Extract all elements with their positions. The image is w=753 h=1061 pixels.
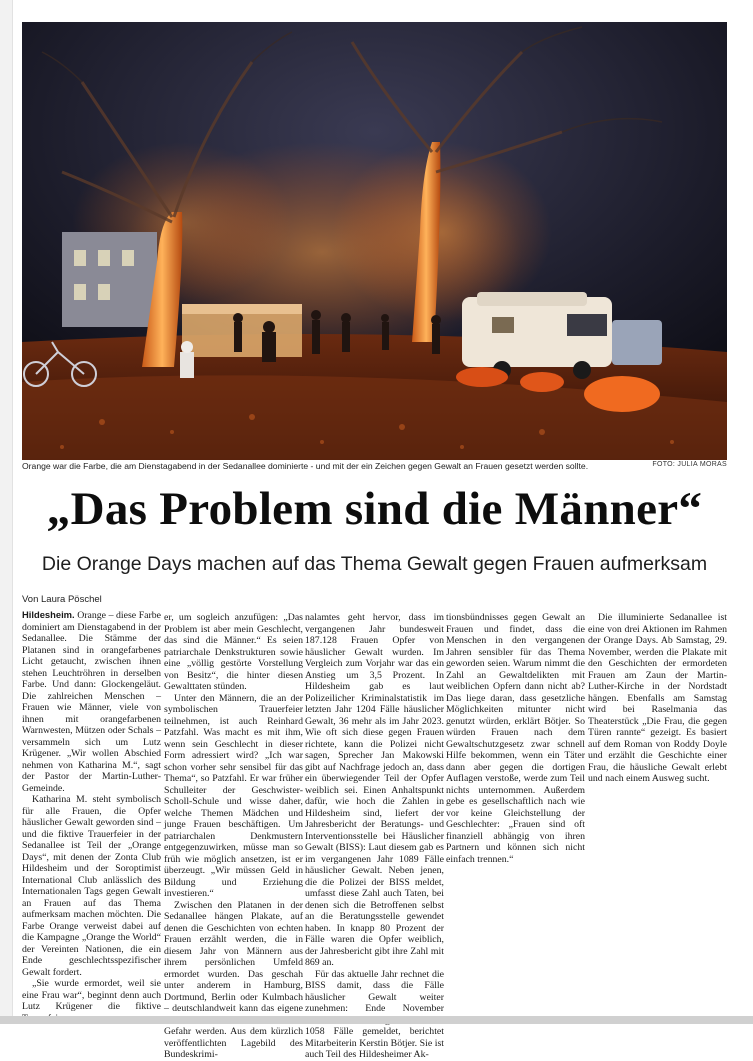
night-scene-illustration bbox=[22, 22, 727, 460]
paragraph: Zwischen den Platanen in der Sedanallee hängen Plakate, auf denen die Geschichten von echten Frauen erzählt werden, die in diesem Jahr von Männern aus ihrem persönlichen Umfeld ermordet wurden. Das geschah unter anderem in Hamburg, Dortmund, Berlin oder Kulmbach – deutschlandweit kann das eigene Gefahr werden. Aus dem kürzlich veröffentlichten Lagebild des Bundeskrimi- bbox=[164, 899, 303, 1060]
paragraph: Für das aktuelle Jahr rechnet die BISS damit, dass die Fälle häuslicher Gewalt weiter zunehmen: Ende November 1058 Fälle gemeldet, berichtet Mitarbeiterin Kerstin Bötjer. Sie ist auch Teil des Hildesheimer Ak- bbox=[305, 968, 444, 1060]
paragraph: tionsbündnisses gegen Gewalt an Frauen und findet, dass die Menschen in den vergangenen Jahren sensibler für das Thema geworden seien. Warum nimmt die Zahl an Gewaltdelikten mit weiblichen Opfern dann nicht ab? Das liege daran, dass gesetzliche Möglichkeiten mitunter nicht genutzt würden, erklärt Bötjer. So würden Frauen nach dem Gewaltschutzgesetz zwar schnell Hilfe bekommen, wenn ein Täter dann aber gegen die dortigen Auflagen verstoße, werde zum Teil nichts unternommen. Außerdem gebe es gesellschaftlich nach wie vor keine Gleichstellung der Geschlechter: „Frauen sind oft finanziell abhängig von ihren Partnern und können sich nicht einfach trennen.“ bbox=[446, 612, 585, 865]
page-edge bbox=[0, 0, 13, 1024]
subheadline: Die Orange Days machen auf das Thema Gewalt gegen Frauen aufmerksam bbox=[41, 553, 708, 575]
dateline: Hildesheim. bbox=[22, 609, 75, 620]
paragraph: „Sie wurde ermordet, weil sie eine Frau war“, beginnt denn auch Lutz Krügener die fiktive bbox=[22, 978, 161, 1012]
paragraph: Die illuminierte Sedanallee ist eine von drei Aktionen im Rahmen der Orange Days. Ab Samstag, 29. November, werden die Plakate mit den Geschichten der ermordeten Frauen am Zaun der Martin-Luther-Kirche in der Nordstadt hängen. Ebenfalls am Samstag wird bei Raselmania das Theaterstück „Die Frau, die gegen Türen rannte“ gezeigt. Es basiert auf dem Roman von Roddy Doyle und erzählt die Geschichte einer Frau, die häusliche Gewalt erlebt und nach einem Ausweg sucht. bbox=[588, 612, 727, 784]
paragraph: nalamtes geht hervor, dass im vergangenen Jahr bundesweit 187.128 Frauen Opfer von häuslicher Gewalt wurden. Im Vergleich zum Vorjahr war das ein Anstieg um 3,5 Prozent. In Hildesheim gab es laut Polizeilicher Kriminalstatistik im letzten Jahr 1204 Fälle häuslicher Gewalt, 36 mehr als im Jahr 2023. Wie oft sich diese gegen Frauen richtete, kann die Polizei nicht sagen, Sprecher Jan Makowski gibt auf Nachfrage jedoch an, dass ein überwiegender Teil der Opfer weiblich sei. Einen Anhaltspunkt dafür, wie hoch die Zahlen in Hildesheim sind, liefert der Jahresbericht der Beratungs- und Interventionsstelle bei Häuslicher Gewalt (BISS): Laut diesem gab es im vergangenen Jahr 1089 Fälle häuslicher Gewalt. Neben jenen, die die Polizei der BISS meldet, umfasst diese Zahl auch Taten, bei denen sich die Betroffenen selbst an die Beratungsstelle gewendet haben. In knapp 80 Prozent der Fälle waren die Opfer weiblich, der Jahresbericht gibt ihre Zahl mit 869 an. bbox=[305, 612, 444, 968]
page-bottom-edge bbox=[0, 1016, 753, 1024]
article-column-3 bbox=[305, 612, 444, 1060]
photo-caption bbox=[22, 461, 727, 471]
paragraph-text: Orange – diese Farbe dominiert am Dienstagabend in der Sedanallee. Die Stämme der Platanen sind in orangefarbenes Licht getaucht, zwischen ihnen stehen Leuchtröhren in derselben Farbe. Und dann: Glockengeläut. Die zahlreichen Menschen – Frauen wie Männer, viele von ihnen mit orangefarbenen Warnwesten, Mützen oder Schals – versammeln sich um Lutz Krügener. „Wir wollen Abschied nehmen von Katharina M.“, sagt der Pastor der Martin-Luther-Gemeinde. bbox=[22, 610, 162, 794]
article-column-2 bbox=[164, 612, 303, 1060]
paragraph: er, um sogleich anzufügen: „Das Problem ist aber mein Geschlecht, das sind die Männer.“ Es seien patriarchale Denkstrukturen sowie eine „völlig gestörte Vorstellung von Besitz“, die hinter diesen Gewalttaten stünden. bbox=[164, 612, 303, 692]
paragraph bbox=[22, 609, 161, 794]
paragraph: Katharina M. steht symbolisch für alle Frauen, die Opfer häuslicher Gewalt geworden sind – und die fiktive Trauerfeier in der Sedanallee ist Teil der „Orange Days“, mit denen der Zonta Club Hildesheim und der Soroptimist International Club anlässlich des Internationalen Tags gegen Gewalt an Frauen auf das Thema aufmerksam machen möchten. Die Farbe Orange verweist dabei auf die Kampagne „Orange the World“ der Vereinten Nationen, die ein Ende geschlechtsspezifischer Gewalt fordert. bbox=[22, 794, 161, 978]
author-byline: Von Laura Pöschel bbox=[22, 594, 102, 605]
article-column-4 bbox=[446, 612, 585, 1012]
photo-credit: FOTO: JULIA MORAS bbox=[652, 461, 727, 468]
article-photo bbox=[22, 22, 727, 460]
article-column-1 bbox=[22, 609, 162, 1012]
caption-text: Orange war die Farbe, die am Dienstagabend in der Sedanallee dominierte - und mit der ein Zeichen gegen Gewalt an Frauen gesetzt werden sollte. bbox=[22, 461, 589, 471]
paragraph: Unter den Männern, die an der symbolischen Trauerfeier teilnehmen, ist auch Reinhard Patzfahl. Was macht es mit ihm, wenn sein Geschlecht in dieser Form adressiert wird? „Ich war schon vorher sehr sensibel für das Thema“, so Patzfahl. Er war früher Schulleiter der Geschwister-Scholl-Schule und wisse daher, welche Themen Mädchen und junge Frauen beschäftigen. Um patriarchalen Denkmustern entgegenzuwirken, müsse man so früh wie möglich ansetzen, ist er überzeugt. „Wir müssen Geld in Bildung und Erziehung investieren.“ bbox=[164, 692, 303, 899]
article-column-5 bbox=[588, 612, 727, 1012]
headline: „Das Problem sind die Männer“ bbox=[46, 483, 703, 535]
